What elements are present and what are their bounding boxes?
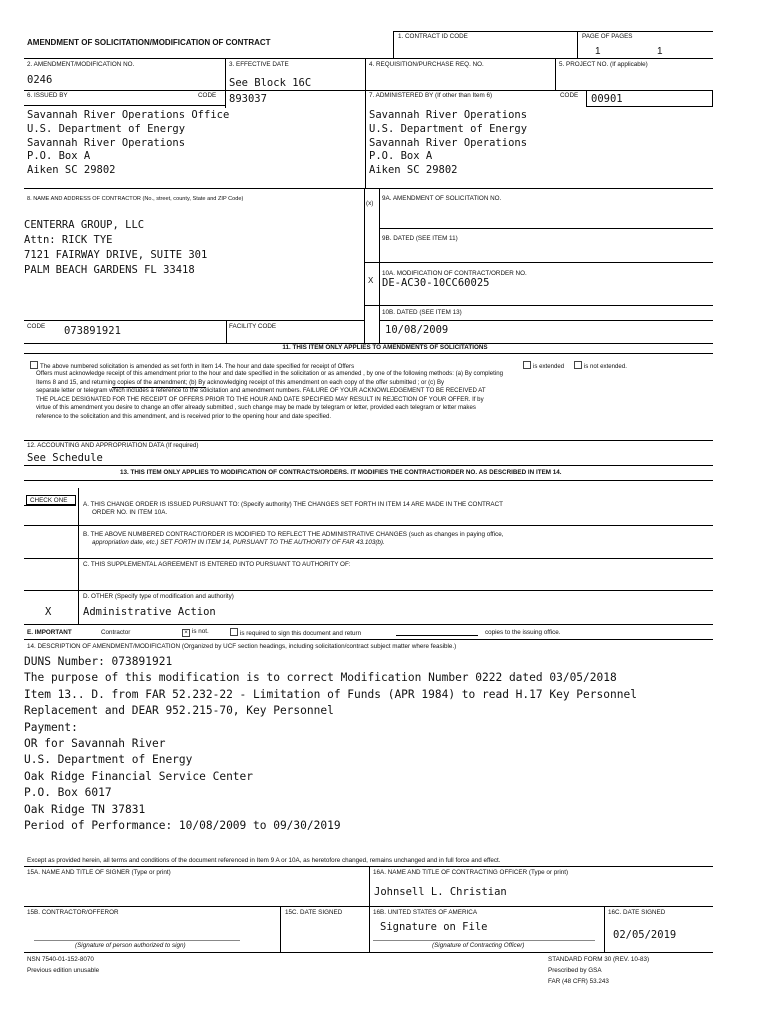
item14-line: P.O. Box 6017 [24, 786, 112, 800]
item13d-line: D. OTHER (Specify type of modification and authority) [83, 593, 234, 600]
is-extended-text: is extended [533, 363, 565, 370]
issued-by-address [27, 109, 229, 178]
modification-number: DE-AC30-10CC60025 [382, 277, 490, 289]
contractor-code: 073891921 [64, 325, 121, 337]
administered-by-line: Savannah River Operations [369, 109, 528, 121]
modification-check: X [368, 276, 374, 285]
contractor-line: Attn: RICK TYE [24, 234, 113, 246]
amendment-no-label: 2. AMENDMENT/MODIFICATION NO. [27, 61, 135, 68]
amendment-of-solicitation-label: 9A. AMENDMENT OF SOLICITATION NO. [382, 195, 502, 202]
item13a-line1: A. THIS CHANGE ORDER IS ISSUED PURSUANT TO: (Specify authority) THE CHANGES SET FORTH IN ITEM 14 ARE MADE IN THE CONTRACT [83, 501, 503, 508]
administered-by-line: Savannah River Operations [369, 136, 528, 149]
contractor-address [24, 218, 207, 278]
copies-text: copies to the issuing office. [485, 629, 561, 636]
project-no-label: 5. PROJECT NO. (If applicable) [559, 61, 648, 68]
item13d-check: X [45, 606, 52, 618]
contractor-line: PALM BEACH GARDENS FL 33418 [24, 264, 195, 276]
modification-label: 10A. MODIFICATION OF CONTRACT/ORDER NO. [382, 270, 527, 277]
issued-by-line: Aiken SC 29802 [27, 164, 116, 177]
signer-label: 15A. NAME AND TITLE OF SIGNER (Type or print) [27, 869, 171, 876]
administered-by-line: U.S. Department of Energy [369, 122, 528, 135]
important-label: E. IMPORTANT [27, 629, 72, 636]
issued-by-code: 893037 [229, 93, 267, 105]
is-required-checkbox[interactable] [230, 628, 238, 636]
date-signed-16c-label: 16C. DATE SIGNED [608, 909, 666, 916]
issued-by-line: Savannah River Operations Office [27, 109, 230, 121]
facility-code-label: FACILITY CODE [229, 323, 277, 330]
issued-by-line: Savannah River Operations [27, 136, 186, 149]
issued-by-code-label: CODE [198, 92, 217, 99]
is-not-checkbox[interactable]: × [182, 629, 190, 637]
item13b-line2: appropriation date, etc.) SET FORTH IN ITEM 14, PURSUANT TO THE AUTHORITY OF FAR 43.103(b). [92, 539, 385, 546]
contractor-offeror-label: 15B. CONTRACTOR/OFFEROR [27, 909, 119, 916]
far-text: FAR (48 CFR) 53.243 [548, 978, 609, 985]
standard-form-text: STANDARD FORM 30 (REV. 10-83) [548, 956, 650, 963]
item13d-value: Administrative Action [83, 606, 216, 618]
requisition-label: 4. REQUISITION/PURCHASE REQ. NO. [369, 61, 484, 68]
is-not-extended-text: is not extended. [583, 363, 627, 370]
sig-person-caption: (Signature of person authorized to sign) [75, 942, 186, 949]
issued-by-label: 6. ISSUED BY [27, 92, 68, 99]
date-signed-15c-label: 15C. DATE SIGNED [285, 909, 343, 916]
sig-officer-caption: (Signature of Contracting Officer) [432, 942, 525, 949]
item11-line: virtue of this amendment you desire to change an offer already submitted , such change may be made by telegram or letter, provided each telegram or letter makes [36, 404, 476, 412]
item13c-line: C. THIS SUPPLEMENTAL AGREEMENT IS ENTERED INTO PURSUANT TO AUTHORITY OF: [83, 561, 351, 568]
item14-label: 14. DESCRIPTION OF AMENDMENT/MODIFICATION (Organized by UCF section headings, including solicitation/contract subject matter where feasible.) [27, 643, 457, 650]
contractor-label: 8. NAME AND ADDRESS OF CONTRACTOR (No., street, county, State and ZIP Code) [27, 196, 244, 202]
is-required-text: is required to sign this document and return [240, 630, 362, 637]
important-contractor: Contractor [101, 629, 131, 636]
item11-line: Offers must acknowledge receipt of this amendment prior to the hour and date specified in the solicitation or as amended , by one of the following methods: (a) By completing [36, 370, 503, 377]
page-number: 1 [595, 46, 601, 57]
administered-by-line: P.O. Box A [369, 150, 433, 163]
dated-10b: 10/08/2009 [385, 324, 449, 336]
administered-by-line: Aiken SC 29802 [369, 164, 458, 177]
officer-label: 16A. NAME AND TITLE OF CONTRACTING OFFICER (Type or print) [373, 869, 569, 876]
item11-line: Items 8 and 15, and returning copies of the amendment; (b) By acknowledging receipt of this amendment on each copy of the offer submitted ; or (c) By [36, 378, 445, 386]
date-signed-16c: 02/05/2019 [613, 929, 677, 941]
page-count: 1 [657, 46, 663, 57]
administered-by-address [369, 109, 527, 178]
issued-by-line: P.O. Box A [27, 150, 91, 163]
item14-description [24, 654, 637, 834]
item12-value: See Schedule [27, 452, 103, 464]
item14-line: The purpose of this modification is to correct Modification Number 0222 dated 03/05/2018 [24, 671, 617, 685]
item14-line: Oak Ridge Financial Service Center [24, 769, 254, 783]
check-one-label: CHECK ONE [30, 497, 68, 504]
prescribed-text: Prescribed by GSA [548, 967, 602, 974]
item11-line: reference to the solicitation and this amendment, and is received prior to the opening hour and date specified. [36, 412, 332, 420]
administered-by-code: 00901 [591, 93, 623, 105]
item12-label: 12. ACCOUNTING AND APPROPRIATION DATA (If required) [27, 442, 199, 449]
block9-x-header: (x) [366, 200, 374, 207]
item13b-line1: B. THE ABOVE NUMBERED CONTRACT/ORDER IS MODIFIED TO REFLECT THE ADMINISTRATIVE CHANGES (such as changes in paying office, [83, 531, 504, 538]
is-required-option [228, 628, 361, 637]
except-text: Except as provided herein, all terms and conditions of the document referenced in Item 9 A or 10A, as heretofore changed, remains unchanged and in full force and effect. [27, 857, 501, 864]
is-not-option [180, 628, 209, 637]
effective-date: See Block 16C [229, 77, 312, 89]
administered-by-code-label: CODE [560, 92, 579, 99]
item14-line: Item 13.. D. from FAR 52.232-22 - Limitation of Funds (APR 1984) to read H.17 Key Personnel [24, 687, 637, 701]
item14-line: Replacement and DEAR 952.215-70, Key Personnel [24, 704, 334, 718]
item14-line: Payment: [24, 720, 78, 734]
is-not-extended-checkbox[interactable] [574, 361, 582, 369]
item14-line: U.S. Department of Energy [24, 753, 193, 767]
item11-line1-text: The above numbered solicitation is amended as set forth in Item 14. The hour and date specified for receipt of Offers [40, 363, 355, 370]
officer-name: Johnsell L. Christian [374, 886, 507, 898]
issued-by-line: U.S. Department of Energy [27, 122, 186, 135]
item14-line: Period of Performance: 10/08/2009 to 09/30/2019 [24, 819, 341, 833]
extended-options [521, 361, 627, 372]
dated-10b-label: 10B. DATED (SEE ITEM 13) [382, 309, 462, 316]
is-not-text: is not. [192, 628, 209, 635]
item11-line: separate letter or telegram which includes a reference to the solicitation and amendment numbers. FAILURE OF YOUR ACKNOWLEDGEMENT TO BE RECEIVED AT [36, 387, 486, 395]
administered-by-label: 7. ADMINISTERED BY (If other than Item 6) [369, 92, 493, 99]
amend-checkbox[interactable] [30, 361, 38, 369]
is-extended-checkbox[interactable] [523, 361, 531, 369]
form-title: AMENDMENT OF SOLICITATION/MODIFICATION OF CONTRACT [27, 38, 271, 47]
page-of-pages-label: PAGE OF PAGES [582, 33, 633, 40]
item11-line: THE PLACE DESIGNATED FOR THE RECEIPT OF OFFERS PRIOR TO THE HOUR AND DATE SPECIFIED MAY RESULT IN REJECTION OF YOUR OFFER. If by [36, 395, 484, 403]
contractor-code-label: CODE [27, 323, 46, 330]
amendment-no: 0246 [27, 74, 53, 86]
item13a-line2: ORDER NO. IN ITEM 10A. [92, 509, 168, 516]
dated-9b-label: 9B. DATED (SEE ITEM 11) [382, 235, 458, 242]
item11-paragraph [36, 370, 503, 422]
contractor-line: CENTERRA GROUP, LLC [24, 219, 145, 231]
previous-edition-text: Previous edition unusable [27, 967, 100, 974]
item14-line: Oak Ridge TN 37831 [24, 802, 146, 816]
item13-title: 13. THIS ITEM ONLY APPLIES TO MODIFICATION OF CONTRACTS/ORDERS. IT MODIFIES THE CONTRACT/ORDER NO. AS DESCRIBED IN ITEM 14. [120, 469, 562, 476]
usa-label: 16B. UNITED STATES OF AMERICA [373, 909, 478, 916]
signature-on-file: Signature on File [380, 921, 488, 933]
contract-id-code-label: 1. CONTRACT ID CODE [398, 33, 468, 40]
effective-date-label: 3. EFFECTIVE DATE [229, 61, 289, 68]
nsn-text: NSN 7540-01-152-8070 [27, 956, 94, 963]
item14-line: DUNS Number: 073891921 [24, 655, 173, 668]
item11-title: 11. THIS ITEM ONLY APPLIES TO AMENDMENTS OF SOLICITATIONS [282, 344, 488, 351]
contractor-line: 7121 FAIRWAY DRIVE, SUITE 301 [24, 249, 208, 261]
item14-line: OR for Savannah River [24, 737, 166, 751]
